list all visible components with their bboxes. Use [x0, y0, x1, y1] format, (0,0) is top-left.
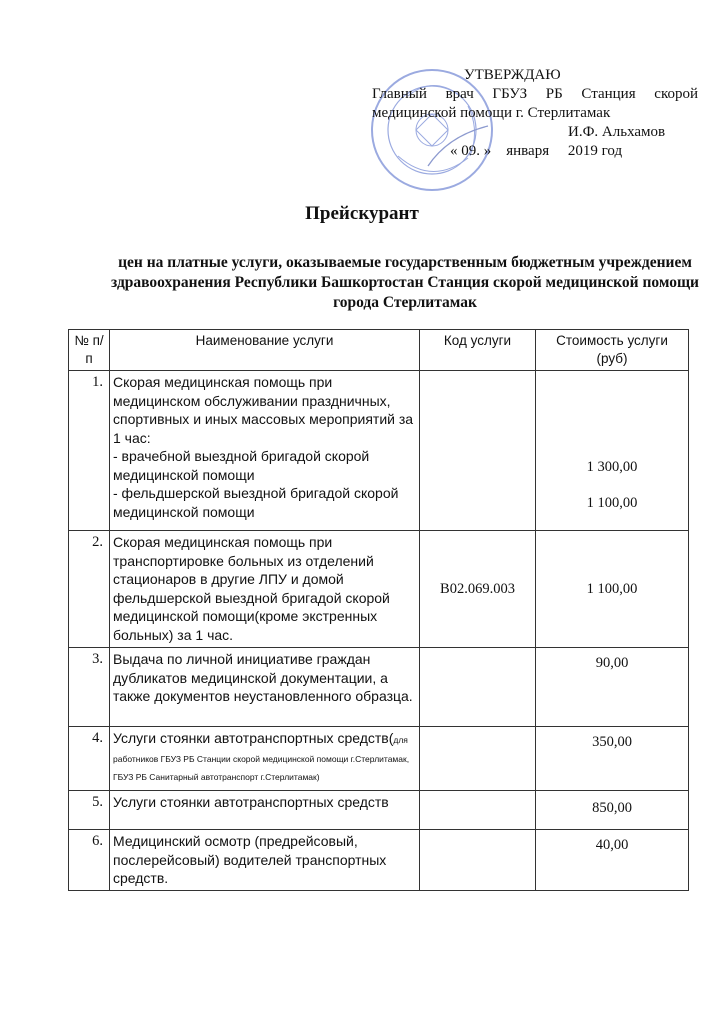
service-code: [420, 791, 536, 830]
approval-date: [372, 142, 698, 161]
table-row: 6. Медицинский осмотр (предрейсовый, послерейсовый) водителей транспортных средств. 40,00: [69, 830, 689, 891]
table-header-row: [69, 330, 689, 371]
approver-name: И.Ф. Альхамов: [568, 124, 666, 140]
service-price: 90,00: [536, 648, 689, 727]
service-name: Медицинский осмотр (предрейсовый, послерейсовый) водителей транспортных средств.: [110, 830, 420, 891]
document-title: Прейскурант: [305, 203, 419, 224]
service-name: Услуги стоянки автотранспортных средств: [110, 791, 420, 830]
service-code: [420, 371, 536, 531]
header-name: Наименование услуги: [110, 330, 420, 371]
service-price: 1 300,00 1 100,00: [536, 371, 689, 531]
header-code: Код услуги: [420, 330, 536, 371]
service-price: 1 100,00: [536, 531, 689, 648]
table-row: 4. Услуги стоянки автотранспортных средств(для работников ГБУЗ РБ Станции скорой медицинской помощи г.Стерлитамак, ГБУЗ РБ Санитарный автотранспорт г.Стерлитамак) 350,00: [69, 727, 689, 791]
document-subtitle: цен на платные услуги, оказываемые государственным бюджетным учреждением здравоохранения Республики Башкортостан Станция скорой медицинской помощи города Стерлитамак: [111, 254, 699, 311]
service-price: 40,00: [536, 830, 689, 891]
price-table: [68, 329, 689, 891]
table-row: [69, 371, 689, 531]
approve-word: УТВЕРЖДАЮ: [464, 67, 561, 83]
date-year: 2019 год: [567, 143, 623, 159]
service-name: Услуги стоянки автотранспортных средств(для работников ГБУЗ РБ Станции скорой медицинской помощи г.Стерлитамак, ГБУЗ РБ Санитарный автотранспорт г.Стерлитамак): [110, 727, 420, 791]
table-row: 3. Выдача по личной инициативе граждан дубликатов медицинской документации, а также документов неустановленного образца. 90,00: [69, 648, 689, 727]
service-name: Скорая медицинская помощь при транспортировке больных из отделений стационаров в другие ЛПУ и домой фельдшерской выездной бригадой скорой медицинской помощи(кроме экстренных больных) за 1 час.: [110, 531, 420, 648]
service-price: 350,00: [536, 727, 689, 791]
table-row: 5. Услуги стоянки автотранспортных средств 850,00: [69, 791, 689, 830]
service-code: [420, 648, 536, 727]
service-price: 850,00: [536, 791, 689, 830]
service-name: Скорая медицинская помощь при медицинском обслуживании праздничных, спортивных и иных массовых мероприятий за 1 час: - врачебной выездной бригадой скорой медицинской помощи - фельдшерской выездной бригадой скорой медицинской помощи: [110, 371, 420, 531]
service-name: Выдача по личной инициативе граждан дубликатов медицинской документации, а также документов неустановленного образца.: [110, 648, 420, 727]
service-code: [420, 830, 536, 891]
row-num: 1.: [69, 371, 110, 531]
date-day: « 09. »: [450, 143, 492, 159]
service-code: B02.069.003: [420, 531, 536, 648]
header-price: Стоимость услуги (руб): [536, 330, 689, 371]
table-row: 2. Скорая медицинская помощь при транспортировке больных из отделений стационаров в другие ЛПУ и домой фельдшерской выездной бригадой скорой медицинской помощи(кроме экстренных больных) за 1 час. B02.069.003 1 100,00: [69, 531, 689, 648]
approver-position: Главный врач ГБУЗ РБ Станция скорой: [372, 86, 698, 102]
date-month: января: [506, 143, 550, 159]
approval-block: [372, 66, 698, 161]
header-num: № п/п: [69, 330, 110, 371]
service-code: [420, 727, 536, 791]
approver-position-line2: медицинской помощи г. Стерлитамак: [372, 105, 611, 121]
